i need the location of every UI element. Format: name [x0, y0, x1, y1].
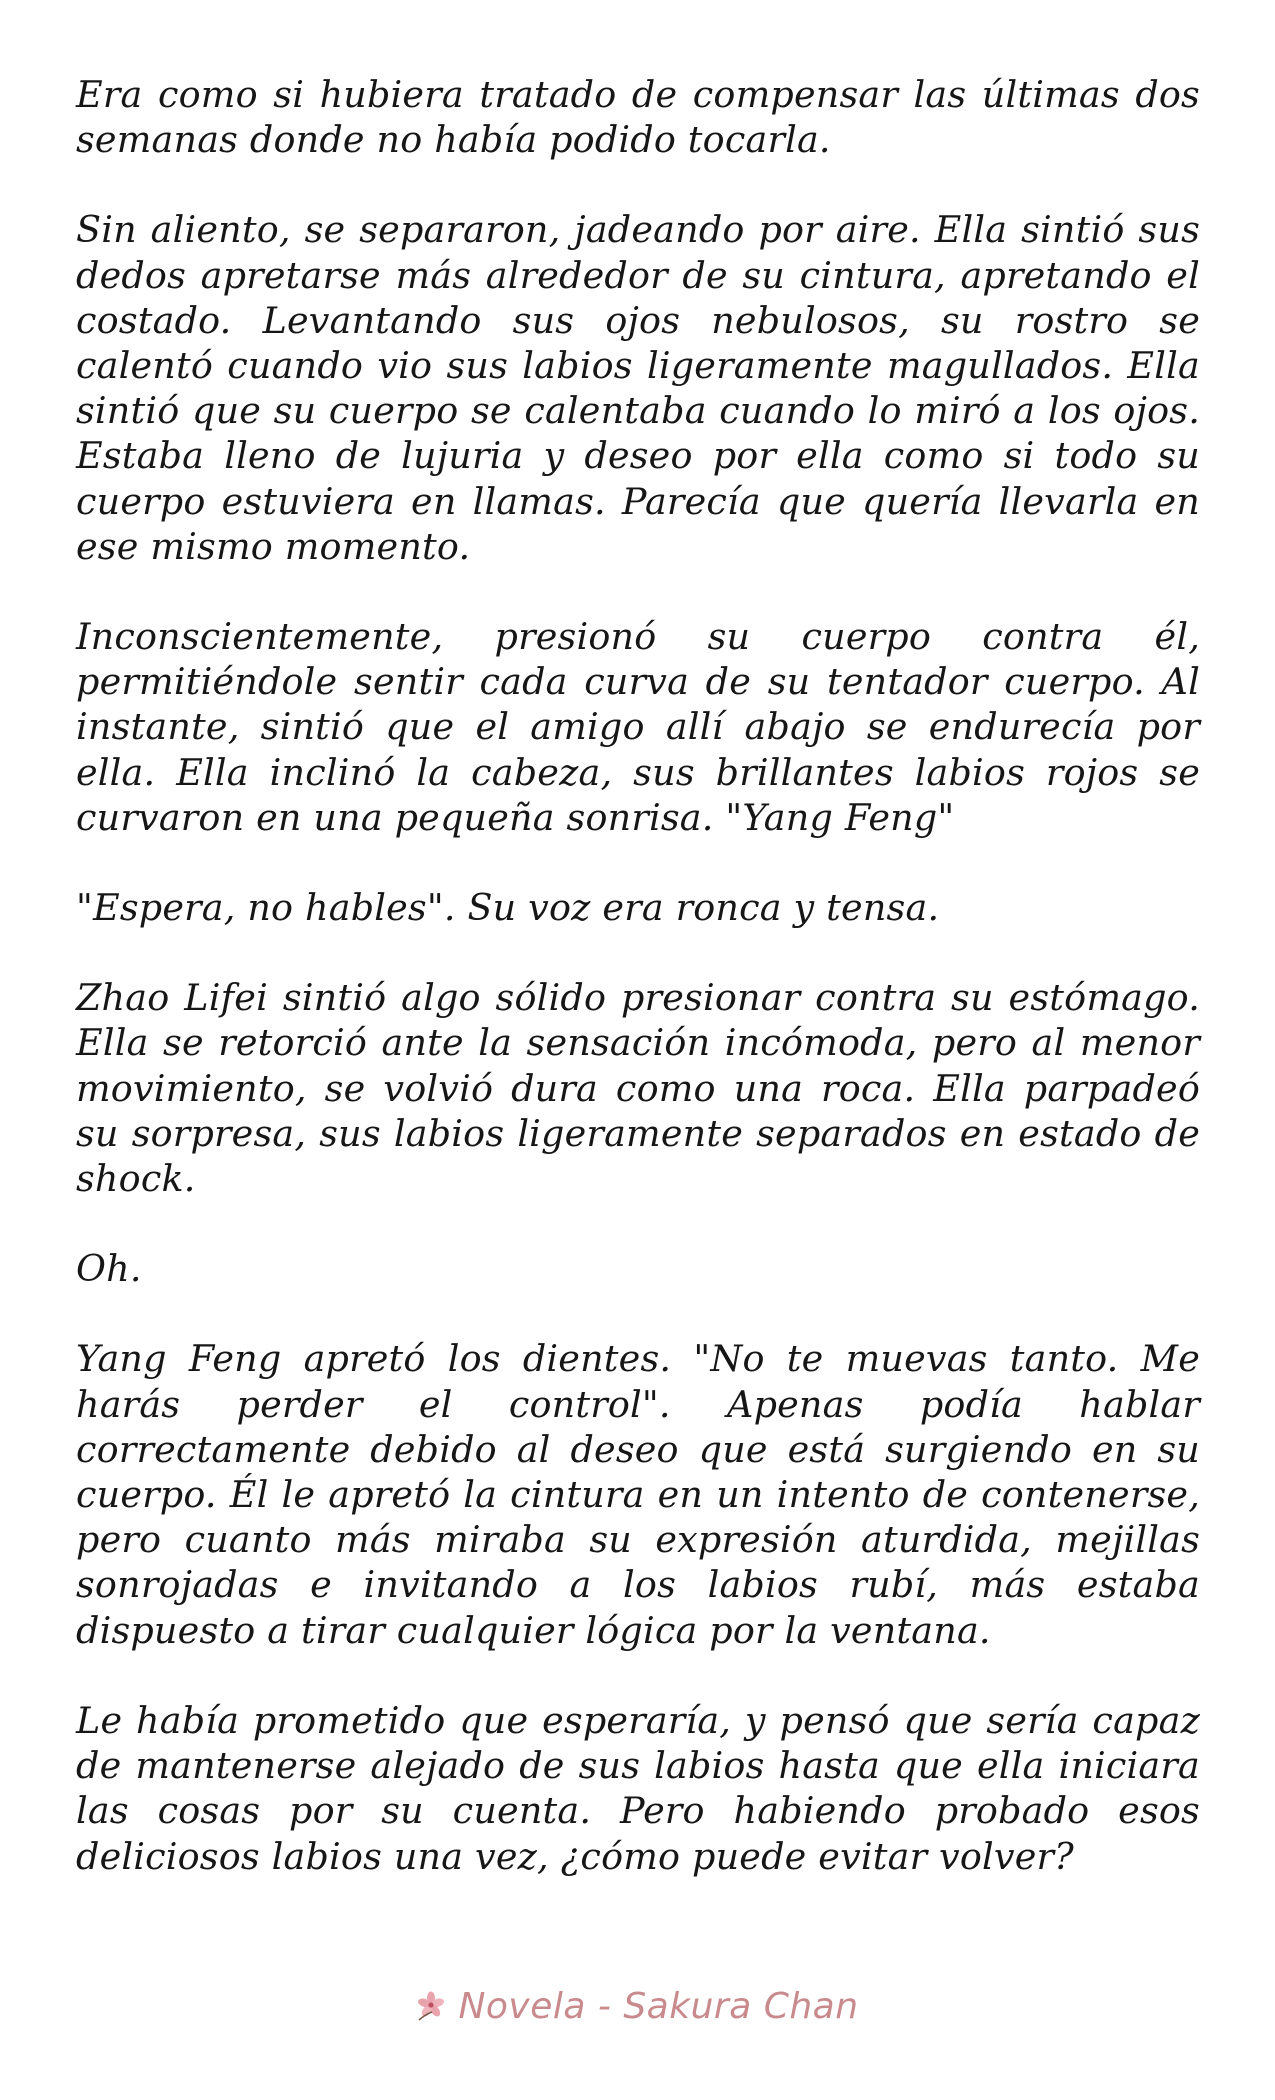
paragraph: Le había prometido que esperaría, y pensó que sería capaz de mantenerse alejado de sus labios hasta que ella iniciara las cosas por su cuenta. Pero habiendo probado esos deliciosos labios una vez, ¿cómo puede evitar volver?	[76, 1698, 1200, 1878]
paragraph: Sin aliento, se separaron, jadeando por aire. Ella sintió sus dedos apretarse más alrededor de su cintura, apretando el costado. Levantando sus ojos nebulosos, su rostro se calentó cuando vio sus labios ligeramente magullados. Ella sintió que su cuerpo se calentaba cuando lo miró a los ojos. Estaba lleno de lujuria y deseo por ella como si todo su cuerpo estuviera en llamas. Parecía que quería llevarla en ese mismo momento.	[76, 208, 1200, 568]
sakura-flower-icon	[416, 1990, 448, 2022]
paragraph: "Espera, no hables". Su voz era ronca y tensa.	[76, 886, 940, 930]
paragraph: Oh.	[76, 1247, 142, 1291]
watermark-text: Novela - Sakura Chan	[458, 1985, 859, 2027]
document-body	[76, 72, 1200, 1924]
paragraph: Era como si hubiera tratado de compensar las últimas dos semanas donde no había podido tocarla.	[76, 73, 1200, 162]
paragraph: Zhao Lifei sintió algo sólido presionar contra su estómago. Ella se retorció ante la sensación incómoda, pero al menor movimiento, se volvió dura como una roca. Ella parpadeó su sorpresa, sus labios ligeramente separados en estado de shock.	[76, 976, 1200, 1201]
paragraph: Inconscientemente, presionó su cuerpo contra él, permitiéndole sentir cada curva de su tentador cuerpo. Al instante, sintió que el amigo allí abajo se endurecía por ella. Ella inclinó la cabeza, sus brillantes labios rojos se curvaron en una pequeña sonrisa. "Yang Feng"	[76, 615, 1200, 839]
paragraph: Yang Feng apretó los dientes. "No te muevas tanto. Me harás perder el control". Apenas podía hablar correctamente debido al deseo que está surgiendo en su cuerpo. Él le apretó la cintura en un intento de contenerse, pero cuanto más miraba su expresión aturdida, mejillas sonrojadas e invitando a los labios rubí, más estaba dispuesto a tirar cualquier lógica por la ventana.	[76, 1337, 1200, 1652]
watermark	[0, 1981, 1275, 2031]
